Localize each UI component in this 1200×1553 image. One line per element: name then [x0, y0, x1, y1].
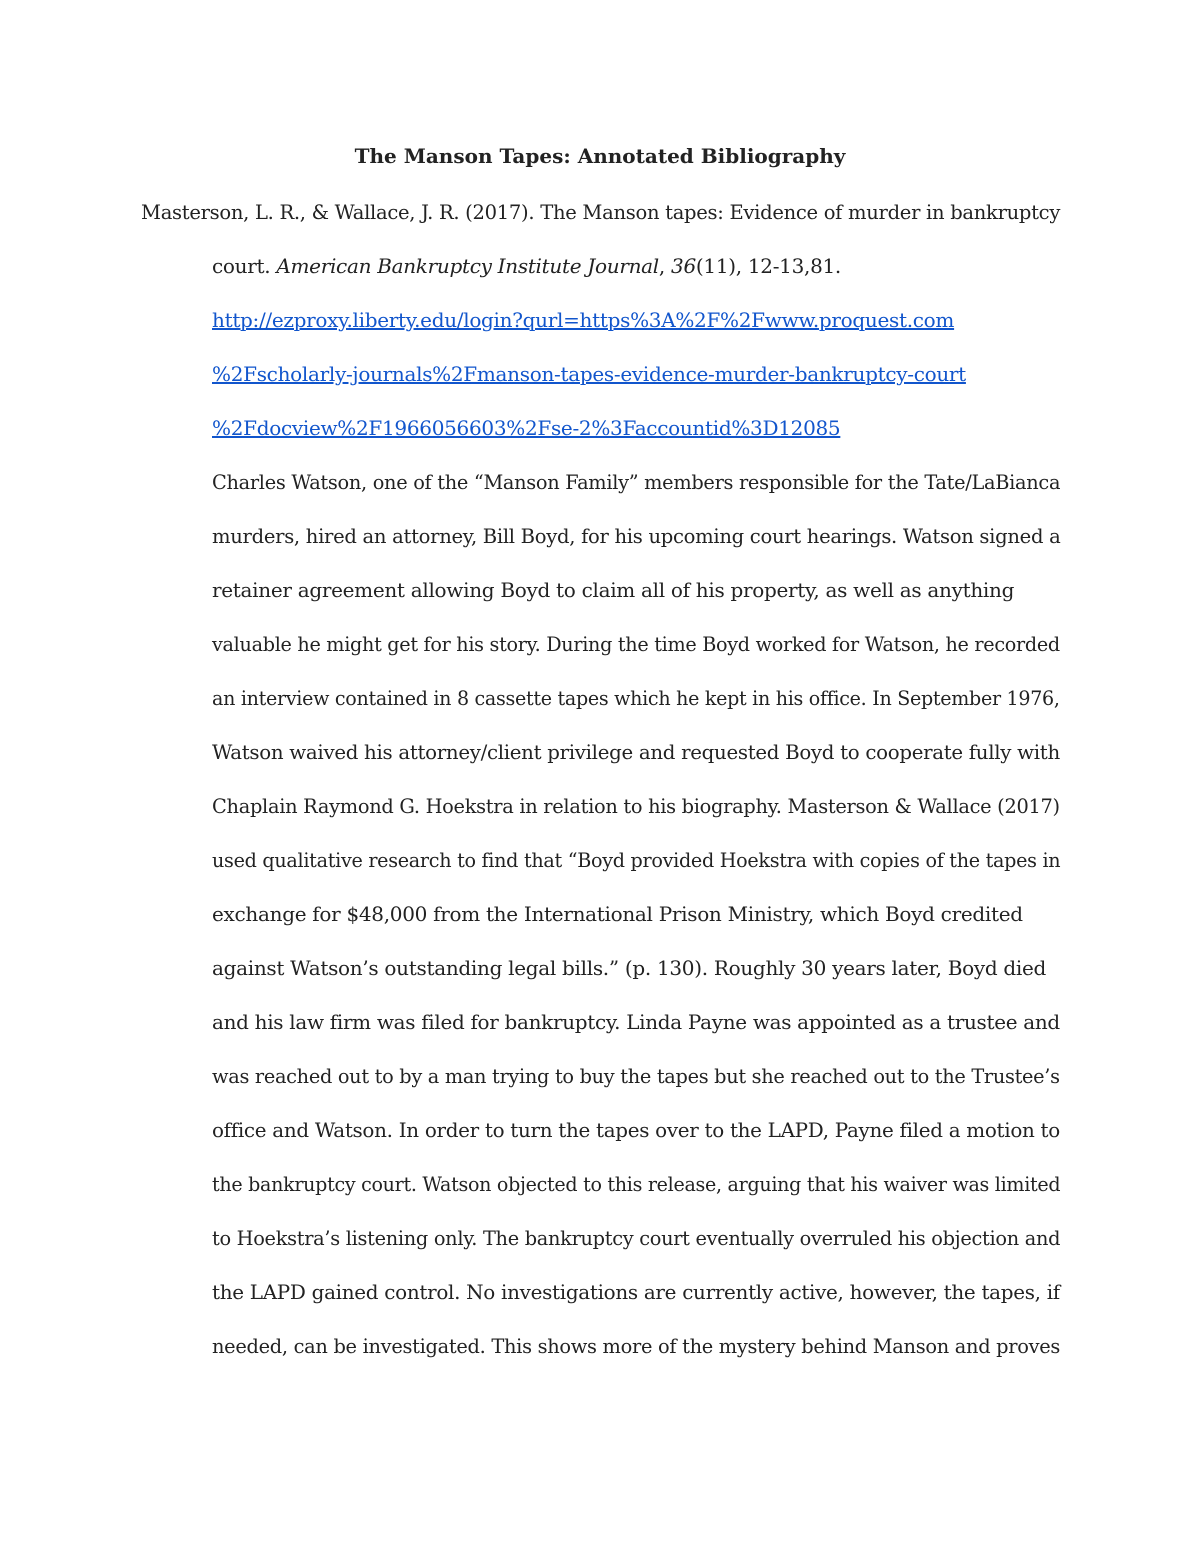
journal-name: American Bankruptcy Institute Journal: [276, 254, 659, 278]
annotation-line: exchange for $48,000 from the International Prison Ministry, which Boyd credited: [212, 902, 1023, 926]
citation-url-line-2[interactable]: %2Fscholarly-journals%2Fmanson-tapes-evidence-murder-bankruptcy-court: [212, 362, 966, 386]
annotation-line: murders, hired an attorney, Bill Boyd, for his upcoming court hearings. Watson signed a: [212, 524, 1061, 548]
citation-url-line-3[interactable]: %2Fdocview%2F1966056603%2Fse-2%3Faccountid%3D12085: [212, 416, 841, 440]
annotation-line: Charles Watson, one of the “Manson Family” members responsible for the Tate/LaBianca: [212, 470, 1061, 494]
annotation-line: was reached out to by a man trying to buy the tapes but she reached out to the Trustee’s: [212, 1064, 1060, 1088]
citation-separator: ,: [658, 254, 672, 278]
annotation-line: against Watson’s outstanding legal bills.” (p. 130). Roughly 30 years later, Boyd died: [212, 956, 1047, 980]
annotation-line: the bankruptcy court. Watson objected to this release, arguing that his waiver was limited: [212, 1172, 1061, 1196]
citation-line-1: Masterson, L. R., & Wallace, J. R. (2017). The Manson tapes: Evidence of murder in bankruptcy: [141, 200, 1061, 224]
annotation-line: office and Watson. In order to turn the tapes over to the LAPD, Payne filed a motion to: [212, 1118, 1060, 1142]
annotation-line: Watson waived his attorney/client privilege and requested Boyd to cooperate fully with: [212, 740, 1060, 764]
citation-url-line-1[interactable]: http://ezproxy.liberty.edu/login?qurl=https%3A%2F%2Fwww.proquest.com: [212, 308, 955, 332]
annotation-line: an interview contained in 8 cassette tapes which he kept in his office. In September 1976,: [212, 686, 1060, 710]
annotation-line: needed, can be investigated. This shows more of the mystery behind Manson and proves: [212, 1334, 1061, 1358]
annotation-line: retainer agreement allowing Boyd to claim all of his property, as well as anything: [212, 578, 1015, 602]
citation-court-text: court.: [212, 254, 277, 278]
annotation-line: used qualitative research to find that “Boyd provided Hoekstra with copies of the tapes in: [212, 848, 1061, 872]
journal-volume: 36: [671, 254, 696, 278]
annotation-line: valuable he might get for his story. During the time Boyd worked for Watson, he recorded: [212, 632, 1060, 656]
document-title: The Manson Tapes: Annotated Bibliography: [354, 144, 846, 168]
annotation-line: and his law firm was filed for bankruptcy. Linda Payne was appointed as a trustee and: [212, 1010, 1060, 1034]
annotation-line: Chaplain Raymond G. Hoekstra in relation to his biography. Masterson & Wallace (2017): [212, 794, 1060, 818]
citation-line-2: [212, 250, 841, 282]
annotation-line: to Hoekstra’s listening only. The bankruptcy court eventually overruled his objection and: [212, 1226, 1061, 1250]
annotation-line: the LAPD gained control. No investigations are currently active, however, the tapes, if: [212, 1280, 1060, 1304]
citation-issue-pages: (11), 12-13,81.: [695, 254, 841, 278]
